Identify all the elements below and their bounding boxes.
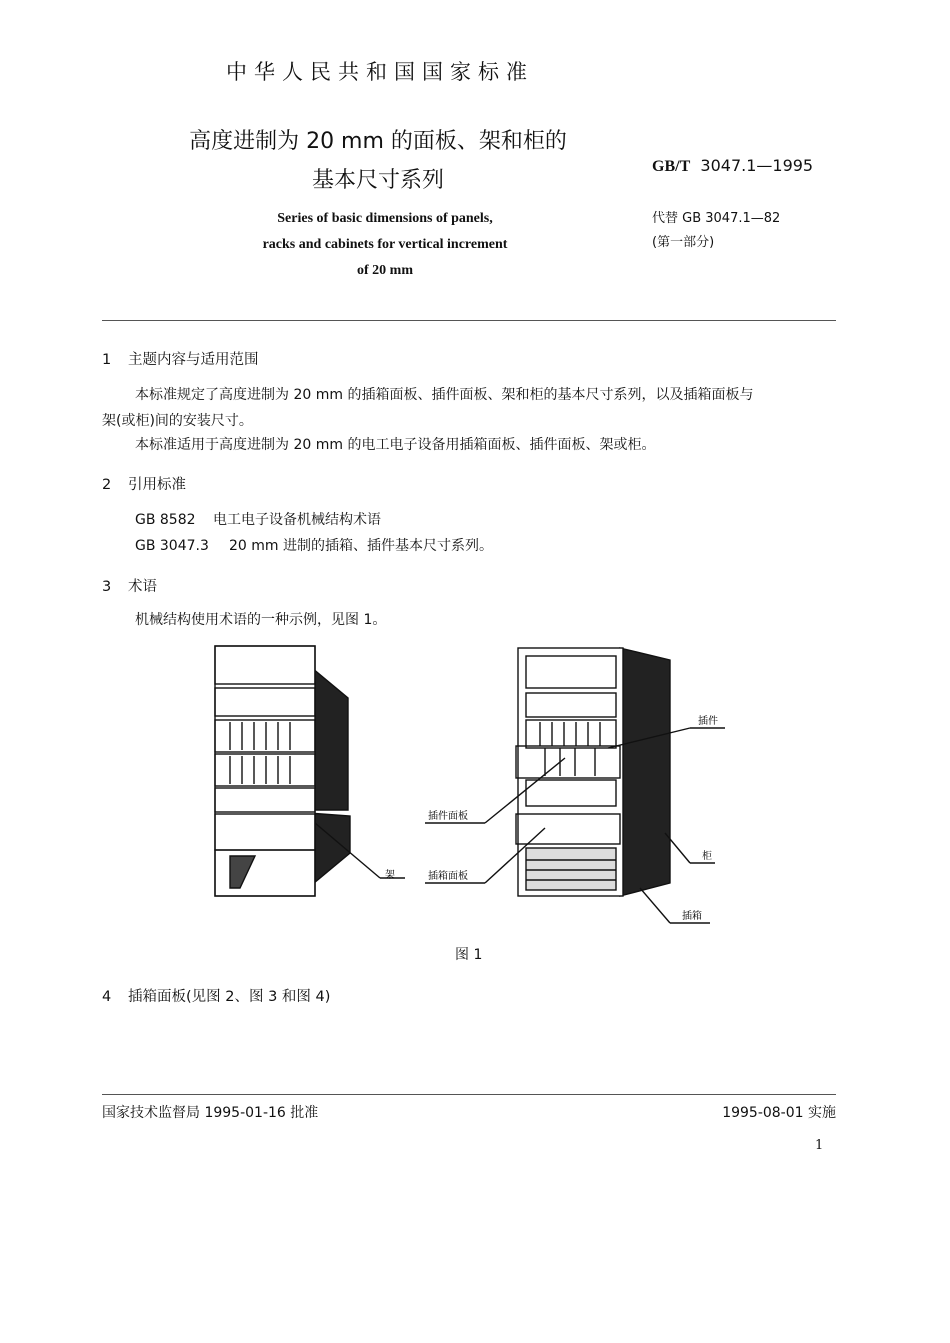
cabinet-drawing	[425, 648, 725, 923]
section-title: 主题内容与适用范围	[128, 352, 259, 368]
plugin-panel-label: 插件面板	[428, 811, 468, 822]
cabinet-label: 柜	[702, 851, 712, 862]
figure-1-caption: 图 1	[455, 947, 483, 963]
standard-code-prefix: GB/T	[652, 158, 691, 175]
section-title: 术语	[128, 579, 157, 595]
replaces-note: 代替 GB 3047.1—82	[652, 211, 781, 226]
title-en-line1: Series of basic dimensions of panels,	[277, 211, 493, 226]
reference-name: 20 mm 进制的插箱、插件基本尺寸系列。	[229, 538, 493, 554]
title-cn-line1: 高度进制为 20 mm 的面板、架和柜的	[189, 129, 567, 154]
header-divider	[102, 320, 836, 321]
approval-date: 国家技术监督局 1995-01-16 批准	[102, 1105, 319, 1121]
section-number: 1	[102, 352, 112, 368]
section-title: 插箱面板(见图 2、图 3 和图 4)	[128, 989, 331, 1005]
section-3-heading	[102, 575, 157, 596]
plugin-label: 插件	[698, 716, 718, 727]
reference-gb8582	[135, 507, 381, 533]
title-cn-line2: 基本尺寸系列	[311, 168, 444, 193]
section-number: 2	[102, 477, 112, 493]
section-1-para-1a: 本标准规定了高度进制为 20 mm 的插箱面板、插件面板、架和柜的基本尺寸系列，以及插箱面板与	[135, 387, 754, 403]
section-1-para-2: 本标准适用于高度进制为 20 mm 的电工电子设备用插箱面板、插件面板、架或柜。	[135, 437, 656, 453]
standard-header: 中华人民共和国国家标准	[226, 60, 534, 84]
reference-code: GB 3047.3	[135, 538, 209, 554]
rack-label: 架	[385, 870, 395, 881]
section-4-heading	[102, 985, 330, 1006]
section-3-para: 机械结构使用术语的一种示例，见图 1。	[135, 612, 387, 628]
page-number: 1	[815, 1138, 824, 1153]
figure-1-drawing	[200, 638, 740, 938]
rack-drawing	[215, 646, 405, 896]
reference-gb3047-3	[135, 533, 493, 559]
reference-code: GB 8582	[135, 512, 196, 528]
section-title: 引用标准	[128, 477, 186, 493]
reference-name: 电工电子设备机械结构术语	[213, 512, 381, 528]
standard-code-number: 3047.1—1995	[700, 156, 814, 175]
part-note: (第一部分)	[652, 235, 715, 250]
effective-date: 1995-08-01 实施	[722, 1105, 836, 1121]
section-2-heading	[102, 473, 186, 494]
section-1-heading	[102, 348, 259, 369]
section-1-para-1b: 架(或柜)间的安装尺寸。	[102, 413, 253, 429]
footer-divider	[102, 1094, 836, 1095]
subrack-panel-label: 插箱面板	[428, 871, 468, 882]
title-en-line3: of 20 mm	[357, 263, 413, 278]
subrack-label: 插箱	[682, 911, 702, 922]
section-number: 3	[102, 579, 112, 595]
section-number: 4	[102, 989, 112, 1005]
standard-code	[652, 156, 813, 176]
title-en-line2: racks and cabinets for vertical increment	[262, 237, 508, 252]
